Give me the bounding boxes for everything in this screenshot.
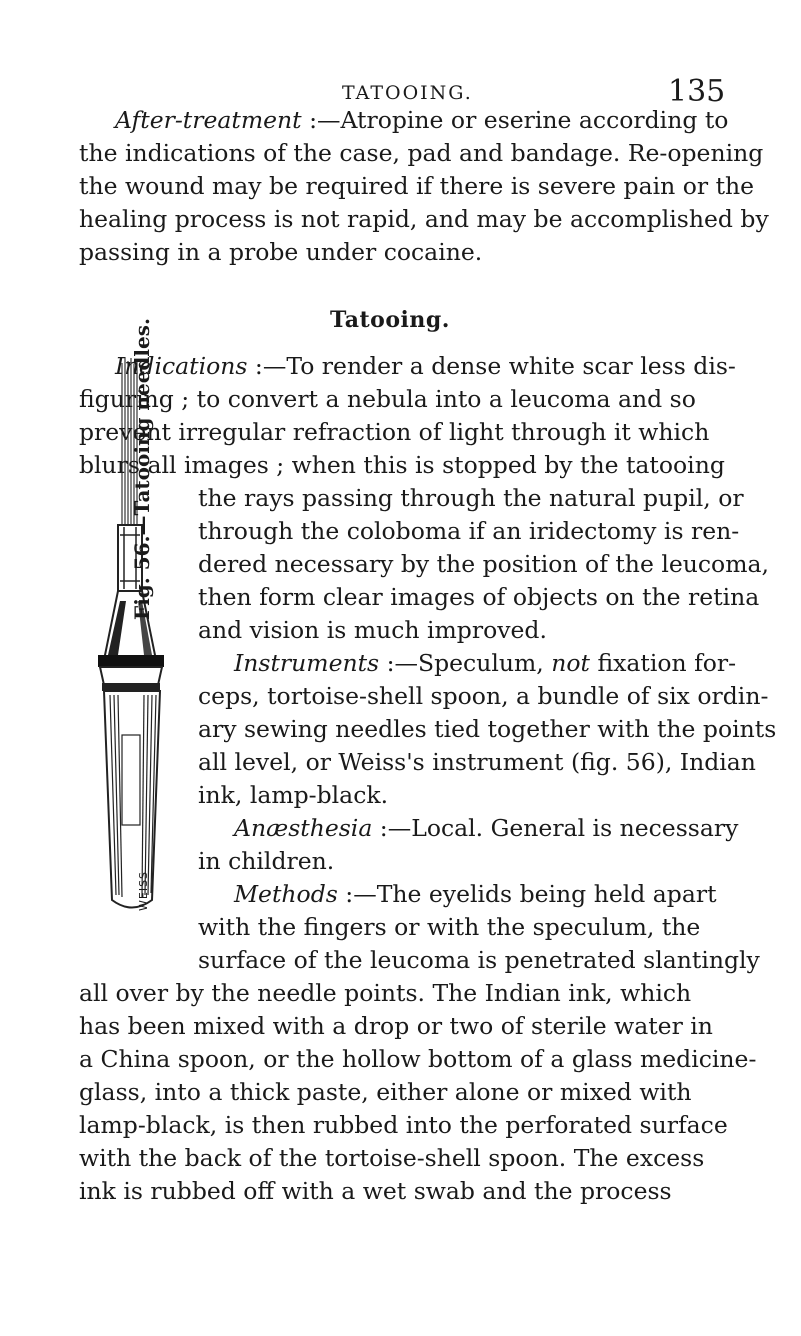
methods-line-2: with the fingers or with the speculum, the	[198, 913, 701, 941]
after-treatment-line-1: After-treatment :—Atropine or eserine according to	[115, 106, 729, 134]
methods-line-6: a China spoon, or the hollow bottom of a glass medicine-	[79, 1045, 757, 1073]
methods-line-3: surface of the leucoma is penetrated slantingly	[198, 946, 760, 974]
methods-line-1: Methods :—The eyelids being held apart	[234, 880, 717, 908]
instruments-label: Instruments	[234, 649, 380, 677]
handle-mark: WEISS	[137, 870, 150, 911]
after-treatment-line-4: healing process is not rapid, and may be accomplished by	[79, 205, 769, 233]
indications-label: Indications	[115, 352, 248, 380]
methods-line-5: has been mixed with a drop or two of sterile water in	[79, 1012, 713, 1040]
indications-line-9: and vision is much improved.	[198, 616, 547, 644]
running-head: TATOOING.	[342, 82, 473, 104]
instruments-line-1: Instruments :—Speculum, not fixation for-	[234, 649, 737, 677]
after-treatment-line-2: the indications of the case, pad and bandage. Re-opening	[79, 139, 764, 167]
indications-line-3: prevent irregular refraction of light through it which	[79, 418, 710, 446]
figure-caption: Fig. 56.—Tatooing needles.	[130, 318, 154, 620]
instruments-line-3: ary sewing needles tied together with the points	[198, 715, 777, 743]
anaesthesia-label: Anæsthesia	[234, 814, 373, 842]
methods-line-10: ink is rubbed off with a wet swab and the process	[79, 1177, 672, 1205]
methods-line-7: glass, into a thick paste, either alone or mixed with	[79, 1078, 692, 1106]
section-heading: Tatooing.	[330, 307, 450, 333]
instruments-line-2: ceps, tortoise-shell spoon, a bundle of six ordin-	[198, 682, 769, 710]
indications-line-2: figuring ; to convert a nebula into a leucoma and so	[79, 385, 696, 413]
indications-line-7: dered necessary by the position of the leucoma,	[198, 550, 769, 578]
indications-line-4: blurs all images ; when this is stopped by the tatooing	[79, 451, 725, 479]
instruments-line-5: ink, lamp-black.	[198, 781, 389, 809]
after-treatment-label: After-treatment	[115, 106, 302, 134]
indications-line-5: the rays passing through the natural pupil, or	[198, 484, 744, 512]
indications-line-8: then form clear images of objects on the retina	[198, 583, 760, 611]
instruments-line-4: all level, or Weiss's instrument (fig. 56), Indian	[198, 748, 756, 776]
indications-line-6: through the coloboma if an iridectomy is ren-	[198, 517, 740, 545]
anaesthesia-line-2: in children.	[198, 847, 335, 875]
anaesthesia-line-1: Anæsthesia :—Local. General is necessary	[234, 814, 739, 842]
methods-line-8: lamp-black, is then rubbed into the perforated surface	[79, 1111, 728, 1139]
methods-line-4: all over by the needle points. The Indian ink, which	[79, 979, 692, 1007]
methods-line-9: with the back of the tortoise-shell spoon. The excess	[79, 1144, 705, 1172]
indications-line-1: Indications :—To render a dense white scar less dis-	[115, 352, 736, 380]
page-number: 135	[668, 74, 726, 109]
after-treatment-line-5: passing in a probe under cocaine.	[79, 238, 483, 266]
after-treatment-line-3: the wound may be required if there is severe pain or the	[79, 172, 755, 200]
methods-label: Methods	[234, 880, 338, 908]
